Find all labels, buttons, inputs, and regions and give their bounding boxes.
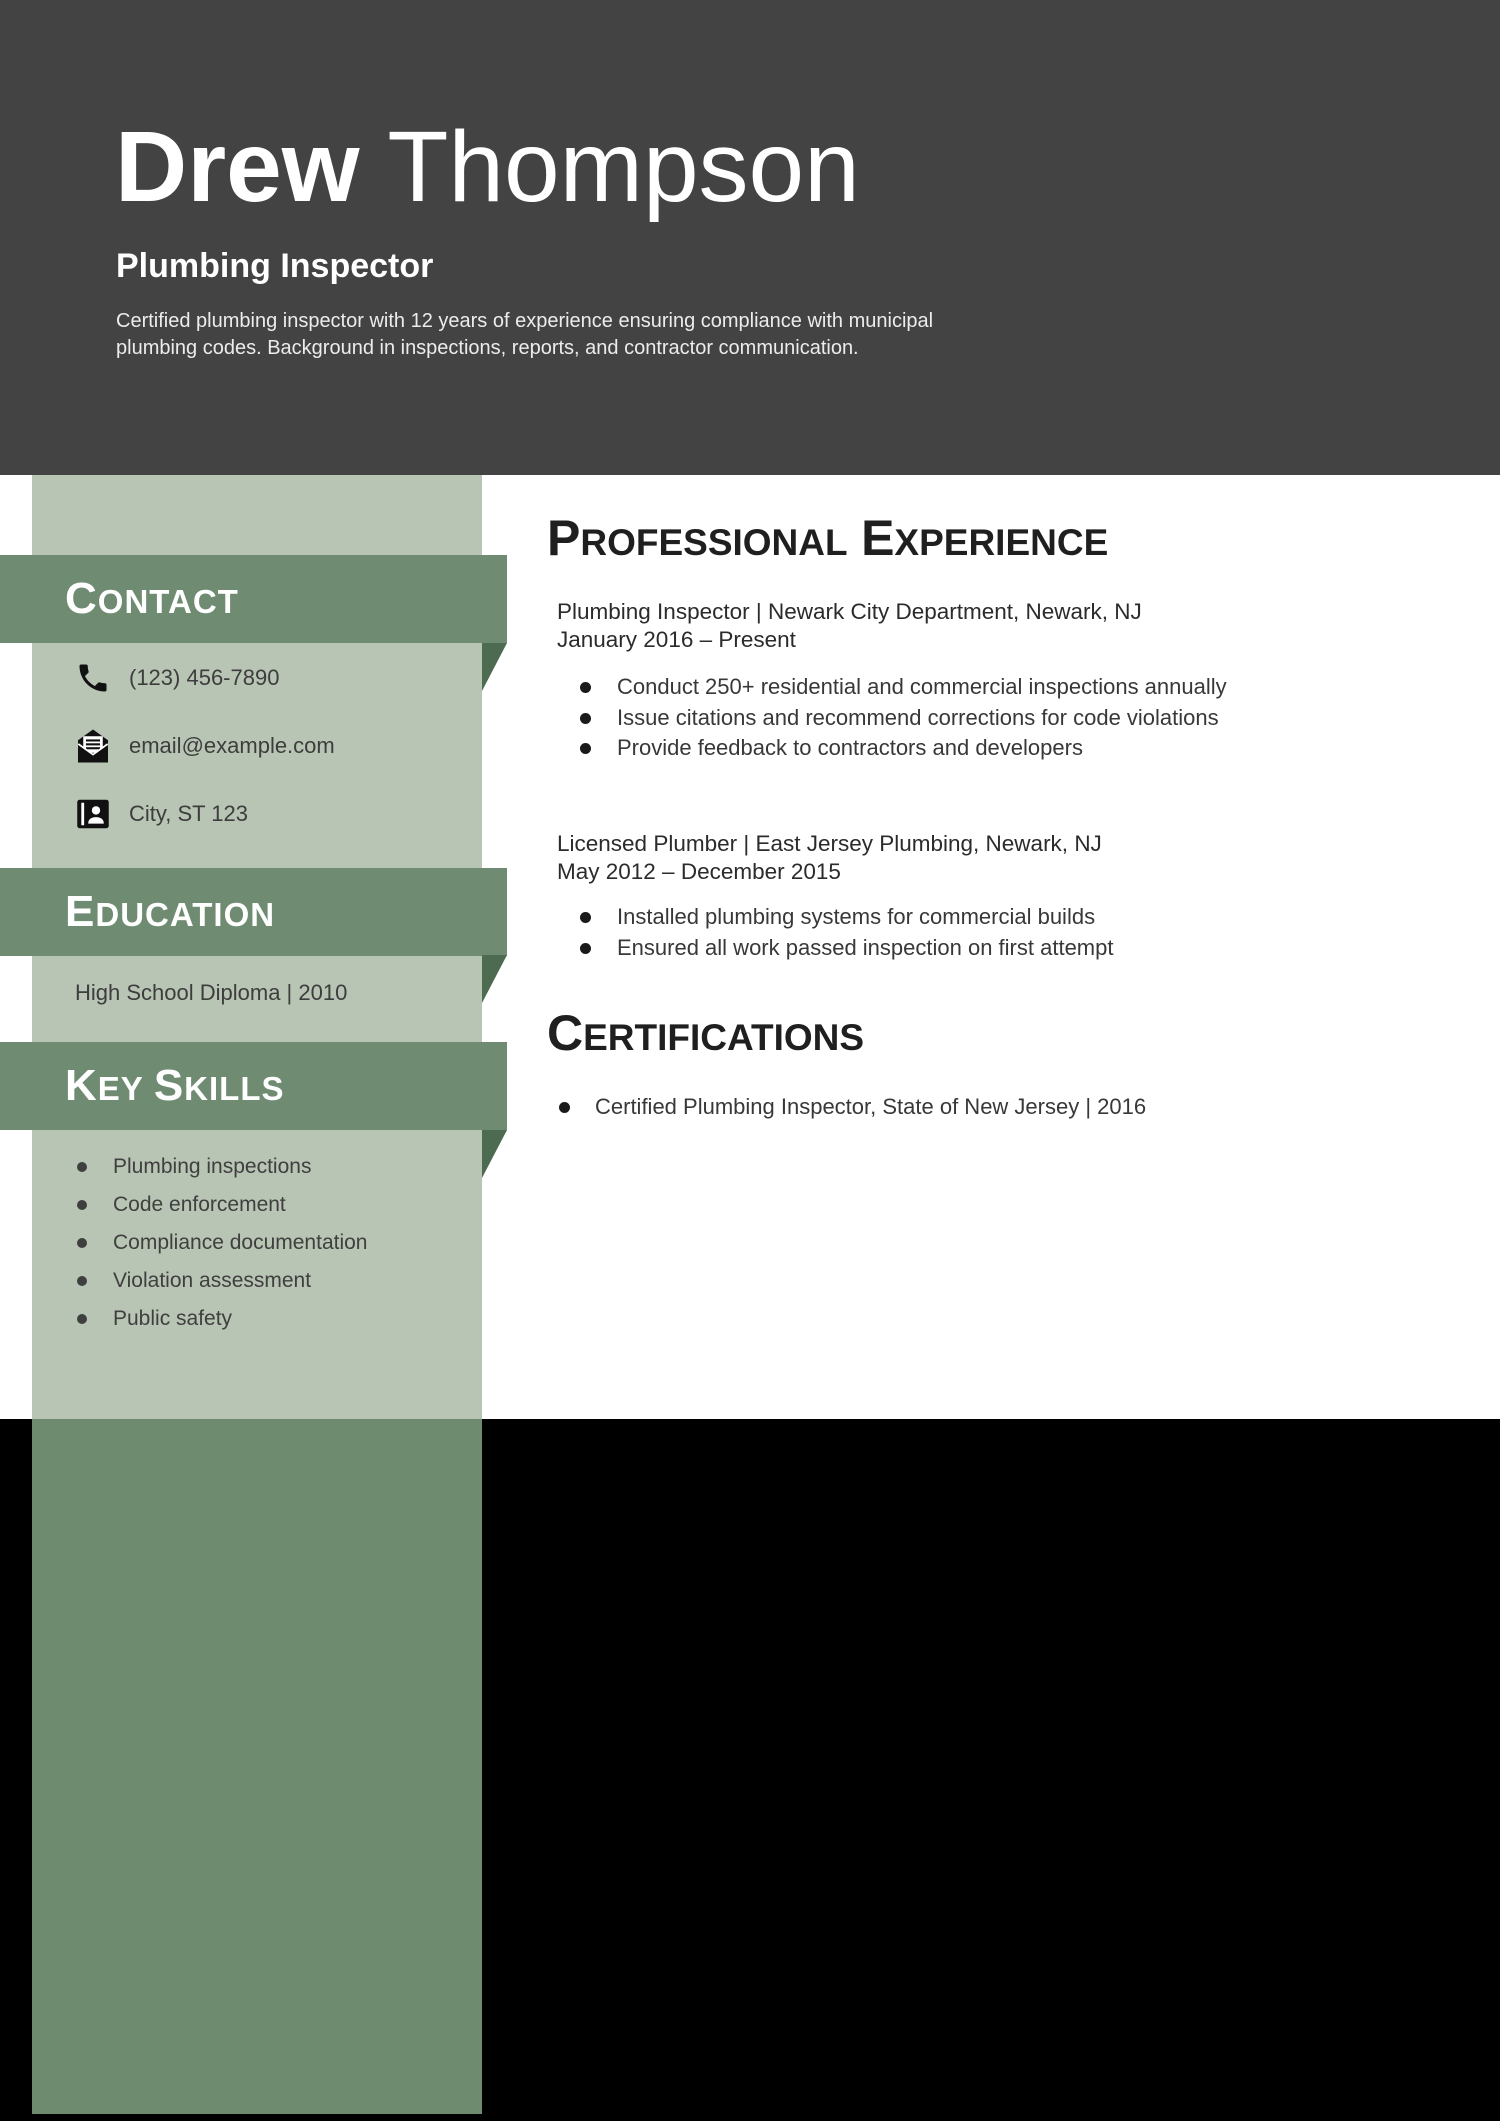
contact-section-header [0,555,507,643]
contact-row-phone [75,658,335,698]
contact-row-email [75,726,335,766]
experience-title-word: EXPERIENCE [861,510,1109,566]
contact-title: CONTACT [65,574,239,623]
sidebar-bottom-background [32,1419,482,2114]
header-banner [0,0,1500,475]
email-address: email@example.com [129,733,335,758]
person-name [115,111,860,223]
job-bullet: Issue citations and recommend corrections for code violations [617,703,1227,734]
job-1-bullets [617,672,1227,764]
address-card-icon [75,795,115,833]
job-1-title: Plumbing Inspector | Newark City Department, Newark, NJ [557,599,1142,624]
education-item: High School Diploma | 2010 [75,980,348,1005]
key-skills-title-word: KEY [65,1061,144,1110]
skill-item: Code enforcement [113,1186,367,1224]
contact-row-location [75,794,335,834]
email-icon [75,727,115,765]
job-bullet: Conduct 250+ residential and commercial inspections annually [617,672,1227,703]
first-name: Drew [115,111,360,223]
job-bullet: Ensured all work passed inspection on first attempt [617,933,1113,964]
job-2-dates: May 2012 – December 2015 [557,859,841,884]
education-section-header [0,868,507,956]
key-skills-section-header [0,1042,507,1130]
phone-number: (123) 456-7890 [129,665,280,690]
certifications-title-word: CERTIFICATIONS [547,1005,865,1061]
education-title: EDUCATION [65,887,276,936]
job-1-header [557,598,1142,654]
skill-item: Violation assessment [113,1262,367,1300]
job-2-bullets [617,902,1113,963]
job-1-dates: January 2016 – Present [557,627,796,652]
summary-paragraph: Certified plumbing inspector with 12 years of experience ensuring compliance with municipal plumbing codes. Background in inspections, reports, and contractor communication. [116,310,934,359]
key-skills-title-word: SKILLS [153,1061,285,1110]
certifications-list [595,1092,1146,1123]
skill-item: Compliance documentation [113,1224,367,1262]
last-name: Thompson [387,111,860,223]
experience-section-title [547,510,1117,568]
job-bullet: Installed plumbing systems for commercial builds [617,902,1113,933]
location-text: City, ST 123 [129,801,249,826]
job-2-header [557,830,1102,886]
certification-item: Certified Plumbing Inspector, State of New Jersey | 2016 [595,1092,1146,1123]
job-2-title: Licensed Plumber | East Jersey Plumbing, Newark, NJ [557,831,1102,856]
skill-item: Plumbing inspections [113,1148,367,1186]
job-bullet: Provide feedback to contractors and developers [617,733,1227,764]
contact-list [75,658,335,834]
experience-title-word: PROFESSIONAL [547,510,848,566]
job-title: Plumbing Inspector [116,247,434,285]
key-skills-list [113,1148,367,1338]
certifications-section-title [547,1005,873,1063]
skill-item: Public safety [113,1300,367,1338]
phone-icon [75,659,115,697]
